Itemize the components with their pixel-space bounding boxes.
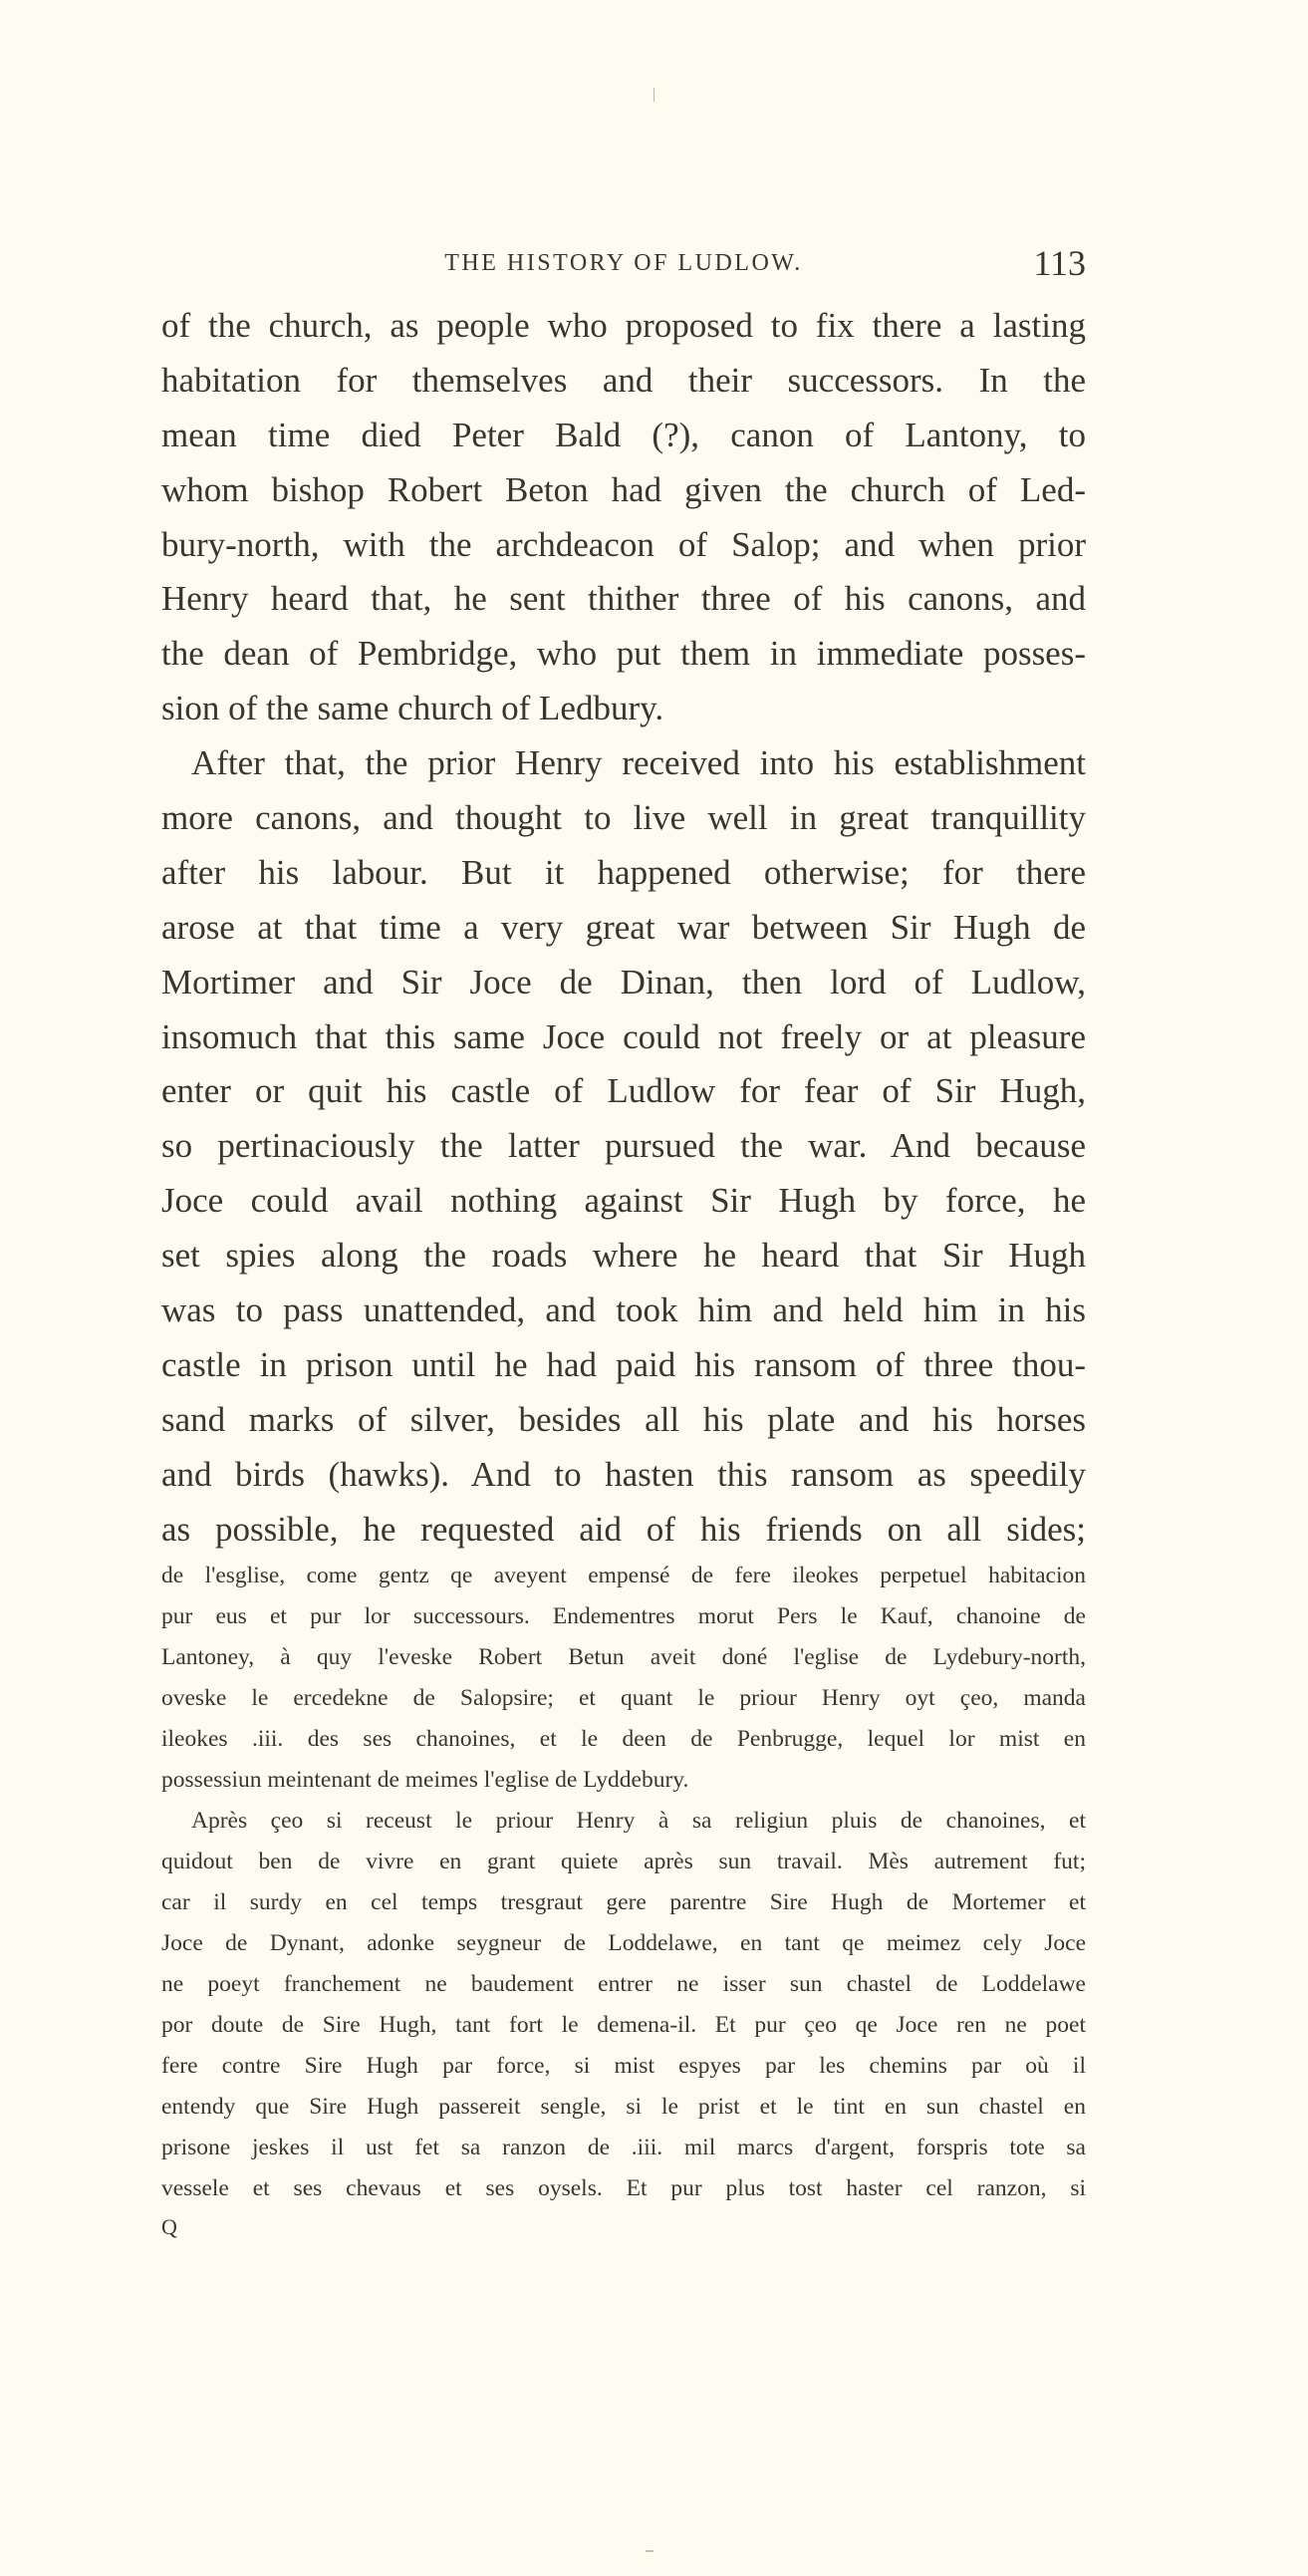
body-text-line: arose at that time a very great war between Sir Hugh de (161, 907, 1086, 947)
body-text-line: and birds (hawks). And to hasten this ransom as speedily (161, 1454, 1086, 1494)
body-text-line: castle in prison until he had paid his ransom of three thou- (161, 1344, 1086, 1384)
running-title: THE HISTORY OF LUDLOW. (444, 250, 803, 276)
body-text-line: as possible, he requested aid of his friends on all sides; (161, 1509, 1086, 1549)
main-text (161, 299, 1086, 1557)
footnote-line: pur eus et pur lor successours. Endementres morut Pers le Kauf, chanoine de (161, 1603, 1086, 1629)
footnote-line: car il surdy en cel temps tresgraut gere parentre Sire Hugh de Mortemer et (161, 1889, 1086, 1915)
signature-mark: Q (161, 2214, 177, 2239)
body-text-paragraph (161, 299, 1086, 736)
page-number: 113 (1033, 243, 1086, 283)
body-text-line: Mortimer and Sir Joce de Dinan, then lord of Ludlow, (161, 962, 1086, 1002)
body-text-line: the dean of Pembridge, who put them in immediate posses- (161, 634, 1086, 674)
body-text-line: Henry heard that, he sent thither three of his canons, and (161, 579, 1086, 619)
footnote-line: de l'esglise, come gentz qe aveyent empensé de fere ileokes perpetuel habitacion (161, 1563, 1086, 1588)
footnote-paragraph (161, 1556, 1086, 1801)
body-text-line: Joce could avail nothing against Sir Hugh by force, he (161, 1181, 1086, 1221)
footnote-line: vessele et ses chevaus et ses oysels. Et pur plus tost haster cel ranzon, si (161, 2175, 1086, 2201)
footnote-line: prisone jeskes il ust fet sa ranzon de .iii. mil marcs d'argent, forspris tote sa (161, 2135, 1086, 2160)
footnote-line: oveske le ercedekne de Salopsire; et quant le priour Henry oyt çeo, manda (161, 1685, 1086, 1711)
footnote-line: Après çeo si receust le priour Henry à sa religiun pluis de chanoines, et (191, 1808, 1086, 1834)
footnote-line: Joce de Dynant, adonke seygneur de Loddelawe, en tant qe meimez cely Joce (161, 1930, 1086, 1956)
body-text-line: sand marks of silver, besides all his plate and his horses (161, 1399, 1086, 1439)
body-text-line: insomuch that this same Joce could not freely or at pleasure (161, 1016, 1086, 1056)
body-text-line: so pertinaciously the latter pursued the war. And because (161, 1126, 1086, 1166)
body-text-line: whom bishop Robert Beton had given the church of Led- (161, 469, 1086, 509)
footnote-line: ne poeyt franchement ne baudement entrer ne isser sun chastel de Loddelawe (161, 1971, 1086, 1997)
body-text-line: habitation for themselves and their successors. In the (161, 360, 1086, 400)
body-text-line: more canons, and thought to live well in great tranquillity (161, 798, 1086, 838)
body-text-line: bury-north, with the archdeacon of Salop; and when prior (161, 524, 1086, 564)
footnote-line: entendy que Sire Hugh passereit sengle, si le prist et le tint en sun chastel en (161, 2094, 1086, 2120)
footnote-line: quidout ben de vivre en grant quiete après sun travail. Mès autrement fut; (161, 1849, 1086, 1874)
footnote-text (161, 1556, 1086, 2209)
footnote-paragraph (161, 1801, 1086, 2209)
body-text-line: sion of the same church of Ledbury. (161, 689, 664, 728)
body-text-line: of the church, as people who proposed to fix there a lasting (161, 306, 1086, 345)
body-text-line: enter or quit his castle of Ludlow for fear of Sir Hugh, (161, 1071, 1086, 1111)
footnote-line: possessiun meintenant de meimes l'eglise de Lyddebury. (161, 1767, 689, 1793)
body-text-line: mean time died Peter Bald (?), canon of Lantony, to (161, 415, 1086, 454)
page-header (161, 244, 1086, 284)
footnote-line: fere contre Sire Hugh par force, si mist espyes par les chemins par où il (161, 2053, 1086, 2079)
scan-mark (646, 2550, 654, 2552)
body-text-line: after his labour. But it happened otherwise; for there (161, 852, 1086, 892)
body-text-line: After that, the prior Henry received into his establishment (191, 743, 1086, 783)
footnote-line: Lantoney, à quy l'eveske Robert Betun aveit doné l'eglise de Lydebury-north, (161, 1644, 1086, 1670)
footnote-line: ileokes .iii. des ses chanoines, et le deen de Penbrugge, lequel lor mist en (161, 1726, 1086, 1752)
body-text-line: was to pass unattended, and took him and held him in his (161, 1290, 1086, 1330)
body-text-line: set spies along the roads where he heard that Sir Hugh (161, 1236, 1086, 1276)
body-text-paragraph (161, 736, 1086, 1557)
footnote-line: por doute de Sire Hugh, tant fort le demena-il. Et pur çeo qe Joce ren ne poet (161, 2012, 1086, 2038)
